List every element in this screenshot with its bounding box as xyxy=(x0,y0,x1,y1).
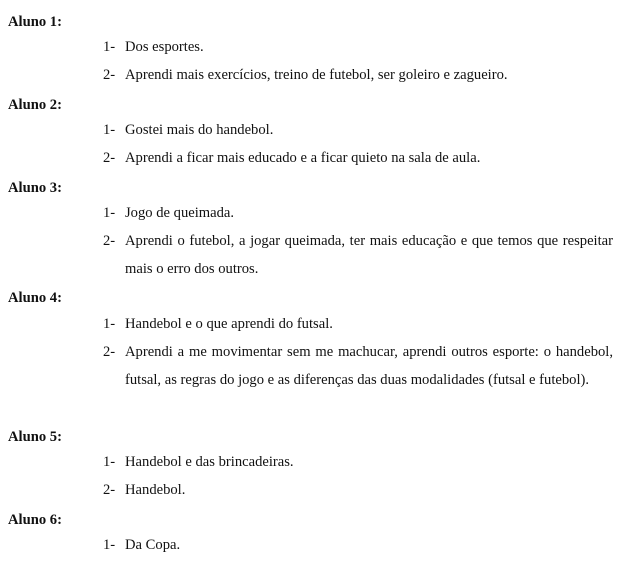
answer-text: Jogo de queimada. xyxy=(125,205,235,221)
student-6-answer-1 xyxy=(103,532,613,560)
answer-text: Aprendi o futebol, a jogar queimada, ter mais educação e que temos que respeitar mais o erro dos outros. xyxy=(125,233,613,277)
student-4-answer-2 xyxy=(103,339,613,394)
student-4-answer-1 xyxy=(103,311,613,339)
answer-number: 1- xyxy=(103,316,116,332)
answer-number: 2- xyxy=(103,344,116,360)
answer-text: Handebol e das brincadeiras. xyxy=(125,454,294,470)
answer-text: Handebol e o que aprendi do futsal. xyxy=(125,316,333,332)
answer-text: Handebol. xyxy=(125,482,186,498)
answer-number: 2- xyxy=(103,233,116,249)
student-3-heading: Aluno 3: xyxy=(8,180,62,196)
answer-text: Aprendi a ficar mais educado e a ficar quieto na sala de aula. xyxy=(125,150,481,166)
answer-text: Da Copa. xyxy=(125,537,181,553)
answer-number: 2- xyxy=(103,150,116,166)
student-4-heading: Aluno 4: xyxy=(8,290,62,306)
student-5-answer-1 xyxy=(103,449,613,477)
student-5-heading: Aluno 5: xyxy=(8,429,62,445)
student-5-answer-2 xyxy=(103,477,613,505)
answer-number: 1- xyxy=(103,537,116,553)
student-1-answer-1 xyxy=(103,34,613,62)
student-1-answer-2 xyxy=(103,62,613,90)
answer-number: 2- xyxy=(103,67,116,83)
student-2-heading: Aluno 2: xyxy=(8,97,62,113)
answer-text: Dos esportes. xyxy=(125,39,204,55)
answer-text: Aprendi mais exercícios, treino de futebol, ser goleiro e zagueiro. xyxy=(125,67,508,83)
answer-number: 2- xyxy=(103,482,116,498)
answer-number: 1- xyxy=(103,122,116,138)
student-1-heading: Aluno 1: xyxy=(8,14,62,30)
answer-text: Aprendi a me movimentar sem me machucar, aprendi outros esporte: o handebol, futsal, as regras do jogo e as diferenças das duas modalidades (futsal e futebol). xyxy=(125,344,613,388)
student-3-answer-1 xyxy=(103,200,613,228)
answer-number: 1- xyxy=(103,454,116,470)
answer-number: 1- xyxy=(103,205,116,221)
student-6-heading: Aluno 6: xyxy=(8,512,62,528)
answer-number: 1- xyxy=(103,39,116,55)
student-3-answer-2 xyxy=(103,228,613,283)
student-2-answer-2 xyxy=(103,145,613,173)
answer-text: Gostei mais do handebol. xyxy=(125,122,274,138)
student-2-answer-1 xyxy=(103,117,613,145)
